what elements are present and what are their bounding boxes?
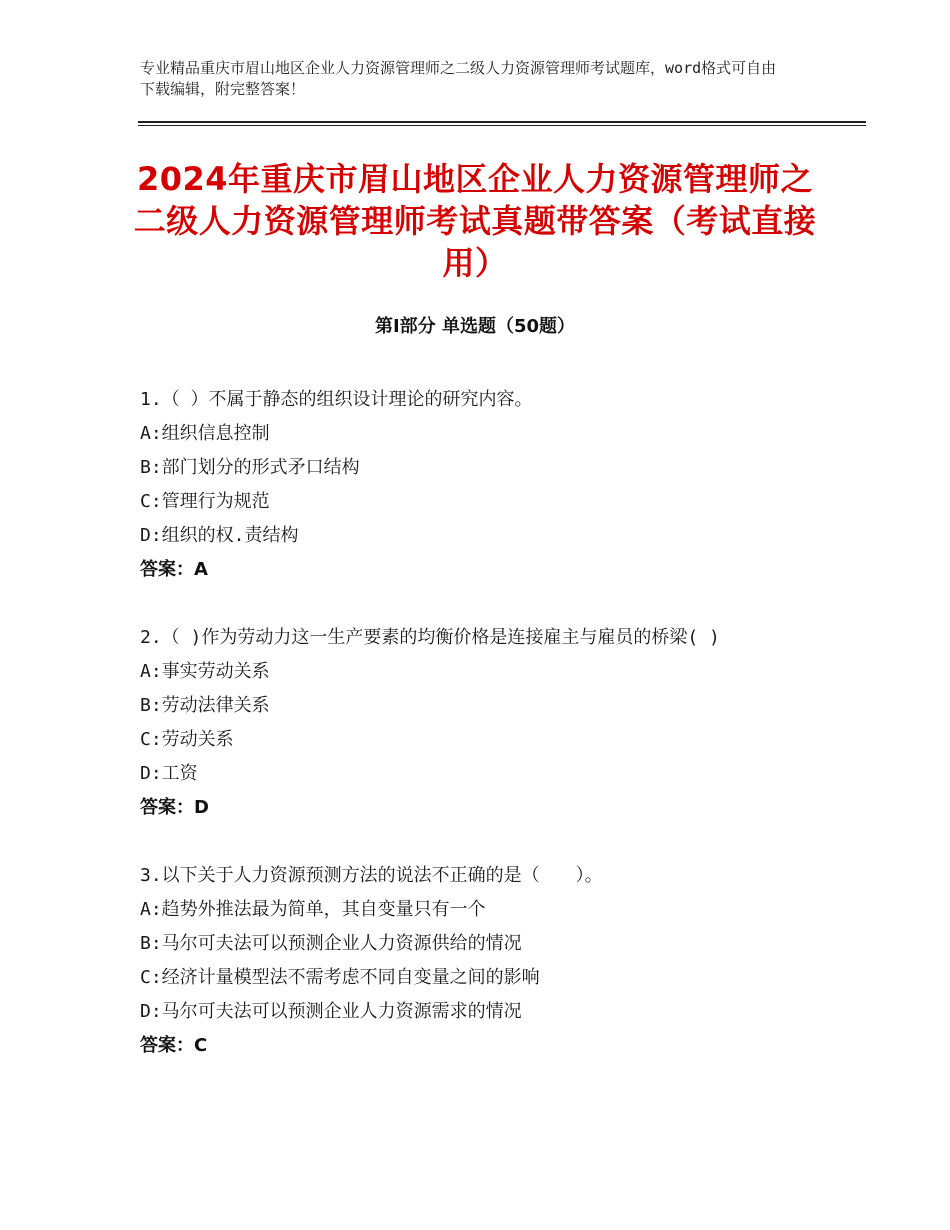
answer: 答案：C <box>140 1035 208 1056</box>
header-divider-thick <box>138 121 866 123</box>
section-title: 第Ⅰ部分 单选题（50题） <box>374 316 575 337</box>
answer: 答案：D <box>140 797 209 818</box>
question-2 <box>140 621 820 825</box>
answer: 答案：A <box>140 559 208 580</box>
question-3 <box>140 859 820 1063</box>
option-c: C:劳动关系 <box>140 729 234 750</box>
document-title: 2024年重庆市眉山地区企业人力资源管理师之二级人力资源管理师考试真题带答案（考试直接用） <box>133 160 817 282</box>
option-d: D:工资 <box>140 763 198 784</box>
option-c: C:管理行为规范 <box>140 491 270 512</box>
option-b: B:劳动法律关系 <box>140 695 270 716</box>
question-stem: 3.以下关于人力资源预测方法的说法不正确的是（ ）。 <box>140 865 603 886</box>
option-a: A:组织信息控制 <box>140 423 270 444</box>
option-d: D:组织的权.责结构 <box>140 525 299 546</box>
question-stem: 1.（ ）不属于静态的组织设计理论的研究内容。 <box>140 389 533 410</box>
option-a: A:事实劳动关系 <box>140 661 270 682</box>
question-list <box>140 383 820 1097</box>
header-note: 专业精品重庆市眉山地区企业人力资源管理师之二级人力资源管理师考试题库，word格式可自由下载编辑，附完整答案！ <box>140 59 777 98</box>
option-a: A:趋势外推法最为简单，其自变量只有一个 <box>140 899 486 920</box>
question-1 <box>140 383 820 587</box>
option-b: B:部门划分的形式矛口结构 <box>140 457 360 478</box>
option-d: D:马尔可夫法可以预测企业人力资源需求的情况 <box>140 1001 522 1022</box>
header-divider-thin <box>138 125 866 126</box>
question-stem: 2.（ )作为劳动力这一生产要素的均衡价格是连接雇主与雇员的桥梁( ) <box>140 627 720 648</box>
option-b: B:马尔可夫法可以预测企业人力资源供给的情况 <box>140 933 522 954</box>
option-c: C:经济计量模型法不需考虑不同自变量之间的影响 <box>140 967 540 988</box>
